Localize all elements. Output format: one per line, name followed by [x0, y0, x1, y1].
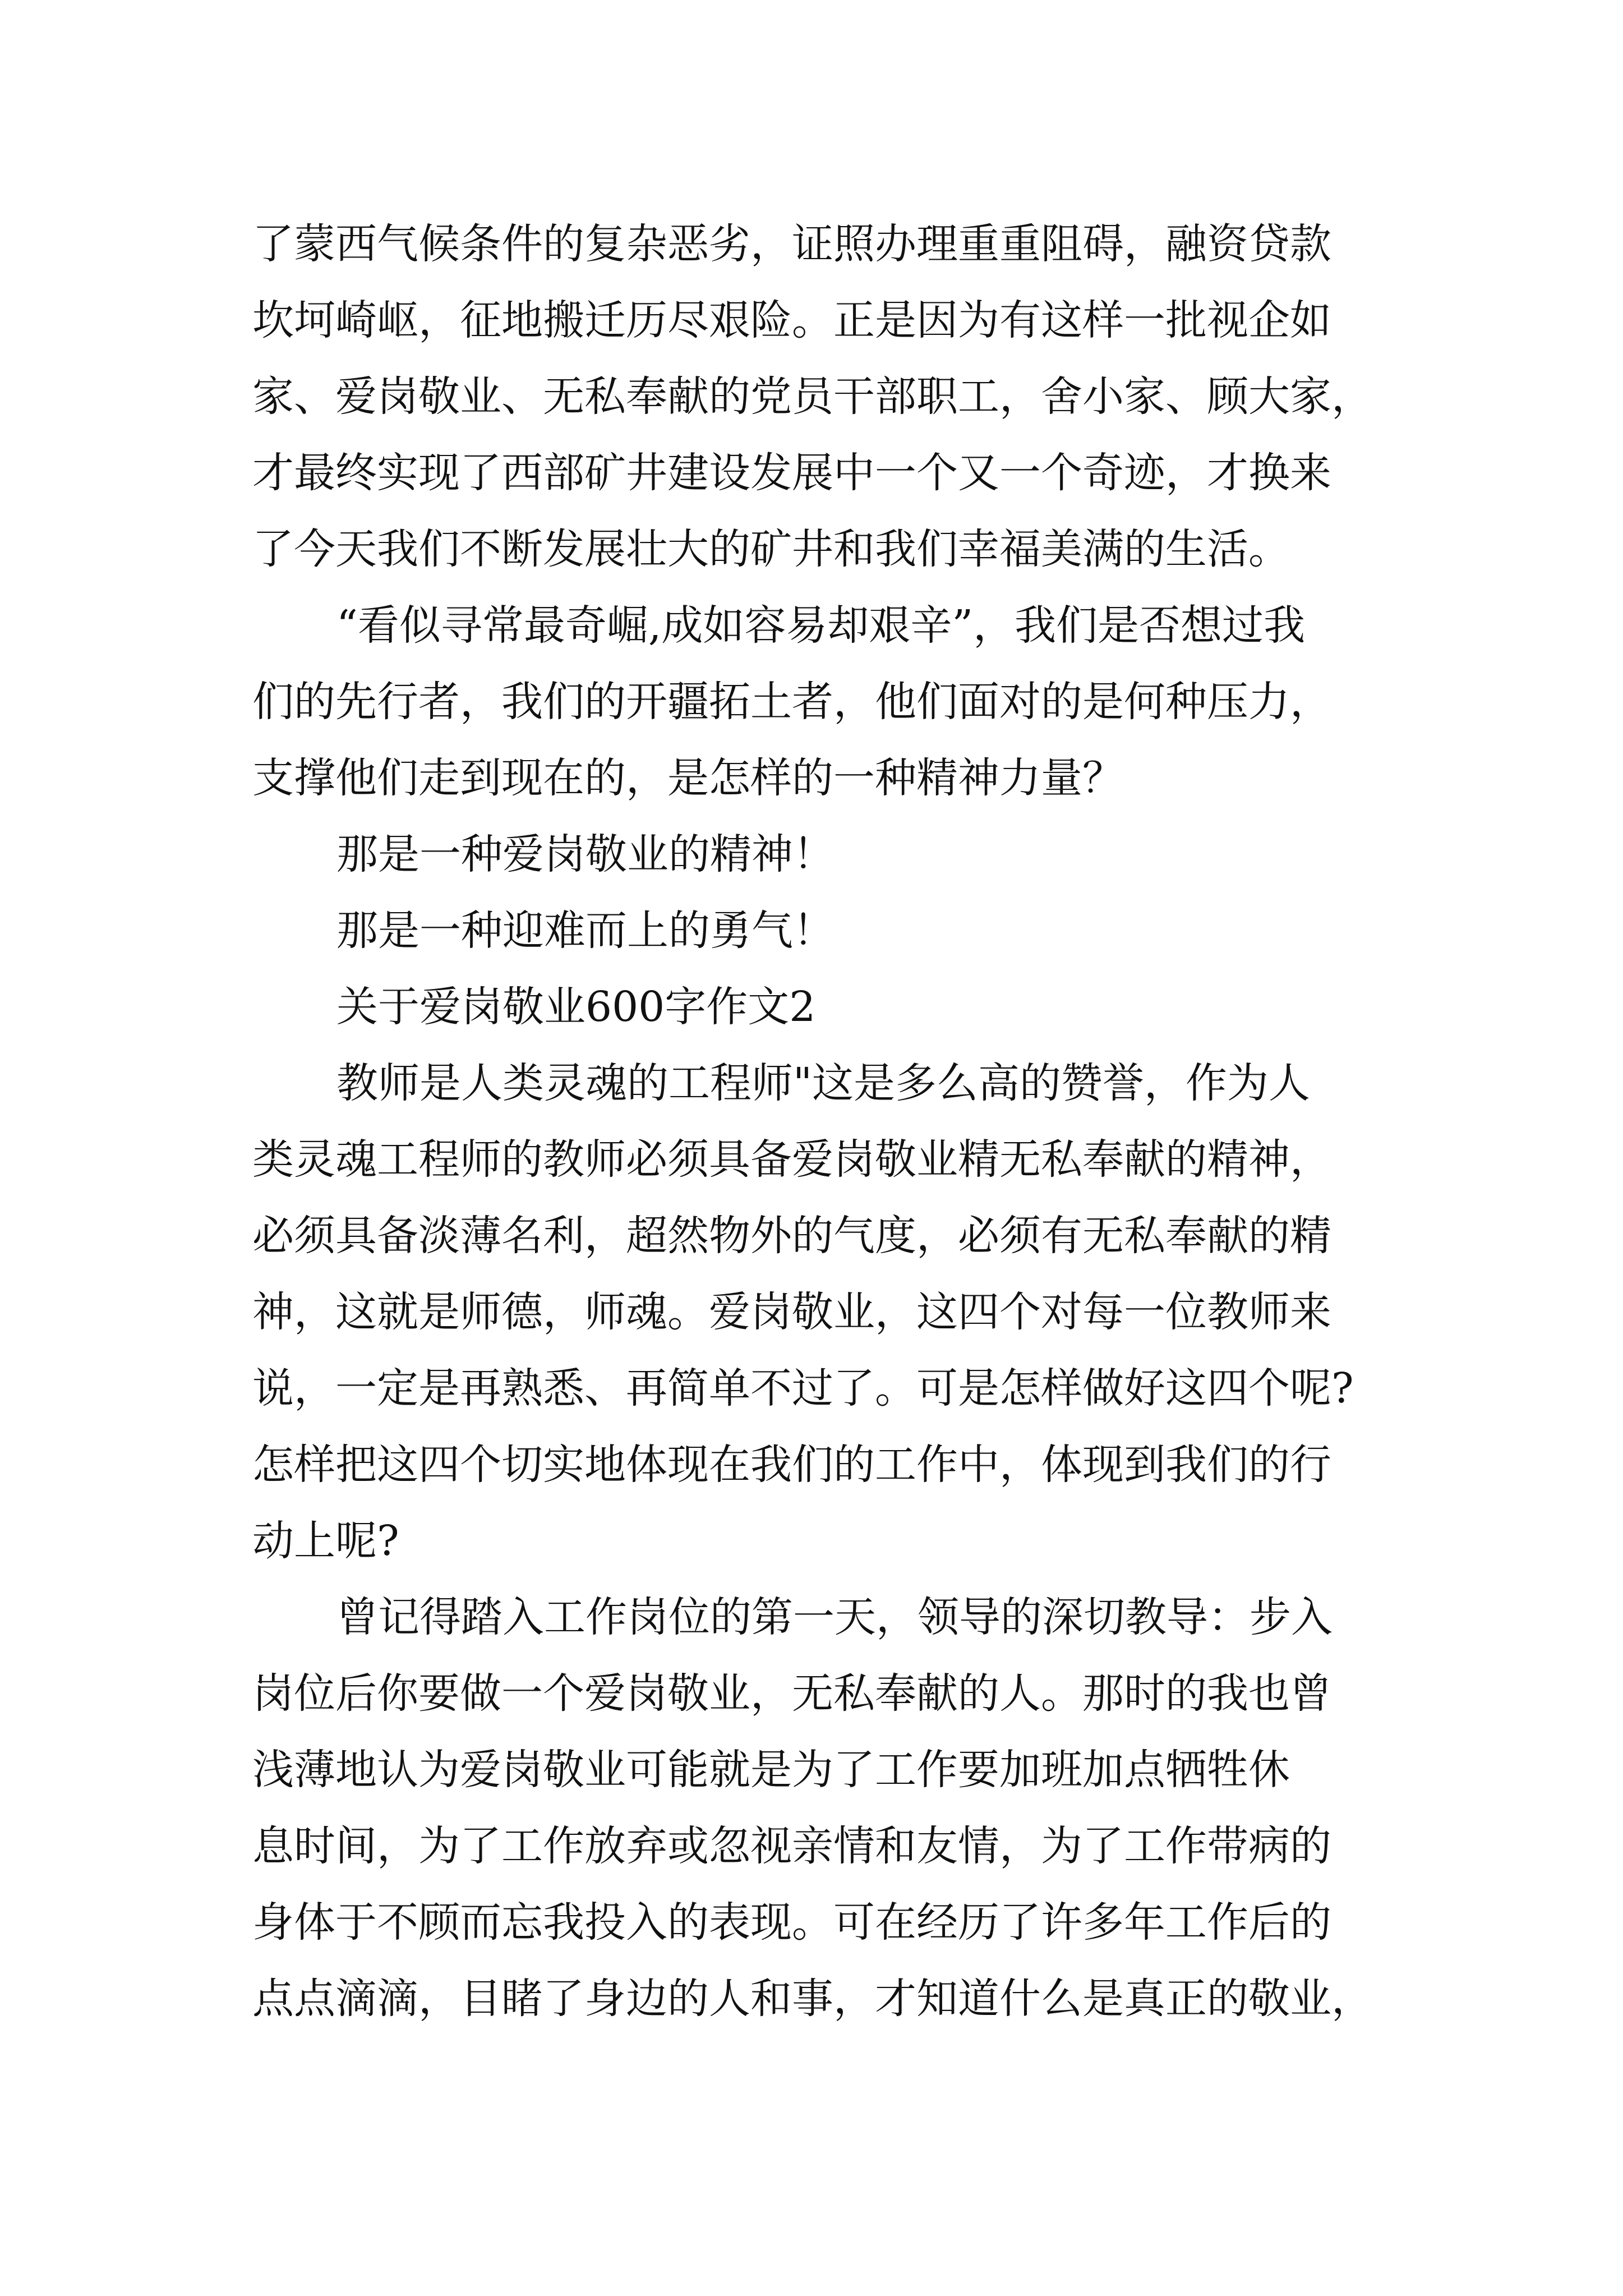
text-line: 必须具备淡薄名利，超然物外的气度，必须有无私奉献的精 [252, 1212, 1331, 1260]
paragraph-first-line: 教师是人类灵魂的工程师"这是多么高的赞誉，作为人 [336, 1059, 1311, 1107]
paragraph-first-line: “看似寻常最奇崛,成如容易却艰辛”，我们是否想过我 [336, 601, 1306, 650]
text-line: 点点滴滴，目睹了身边的人和事，才知道什么是真正的敬业， [252, 1975, 1373, 2023]
text-line: 类灵魂工程师的教师必须具备爱岗敬业精无私奉献的精神， [252, 1135, 1331, 1184]
text-line: 支撑他们走到现在的，是怎样的一种精神力量？ [252, 754, 1124, 802]
paragraph-first-line: 那是一种爱岗敬业的精神！ [336, 830, 834, 878]
text-line: 神，这就是师德，师魂。爱岗敬业，这四个对每一位教师来 [252, 1288, 1331, 1336]
text-line: 身体于不顾而忘我投入的表现。可在经历了许多年工作后的 [252, 1898, 1331, 1947]
text-line: 怎样把这四个切实地体现在我们的工作中，体现到我们的行 [252, 1441, 1331, 1489]
section-heading: 关于爱岗敬业600字作文2 [336, 983, 816, 1031]
text-line: 动上呢? [252, 1517, 399, 1565]
text-line: 家、爱岗敬业、无私奉献的党员干部职工，舍小家、顾大家， [252, 372, 1373, 421]
text-line: 们的先行者，我们的开疆拓土者，他们面对的是何种压力， [252, 678, 1331, 726]
text-line: 了今天我们不断发展壮大的矿井和我们幸福美满的生活。 [252, 525, 1290, 573]
text-line: 坎坷崎岖，征地搬迁历尽艰险。正是因为有这样一批视企如 [252, 296, 1331, 344]
text-line: 浅薄地认为爱岗敬业可能就是为了工作要加班加点牺牲休 [252, 1746, 1290, 1794]
text-line: 说，一定是再熟悉、再简单不过了。可是怎样做好这四个呢? [252, 1364, 1354, 1412]
text-line: 息时间，为了工作放弃或忽视亲情和友情，为了工作带病的 [252, 1822, 1331, 1870]
text-line: 岗位后你要做一个爱岗敬业，无私奉献的人。那时的我也曾 [252, 1669, 1331, 1718]
text-line: 才最终实现了西部矿井建设发展中一个又一个奇迹，才换来 [252, 449, 1331, 497]
paragraph-first-line: 曾记得踏入工作岗位的第一天，领导的深切教导：步入 [336, 1593, 1332, 1641]
paragraph-first-line: 那是一种迎难而上的勇气！ [336, 907, 834, 955]
text-line: 了蒙西气候条件的复杂恶劣，证照办理重重阻碍，融资贷款 [252, 220, 1331, 268]
